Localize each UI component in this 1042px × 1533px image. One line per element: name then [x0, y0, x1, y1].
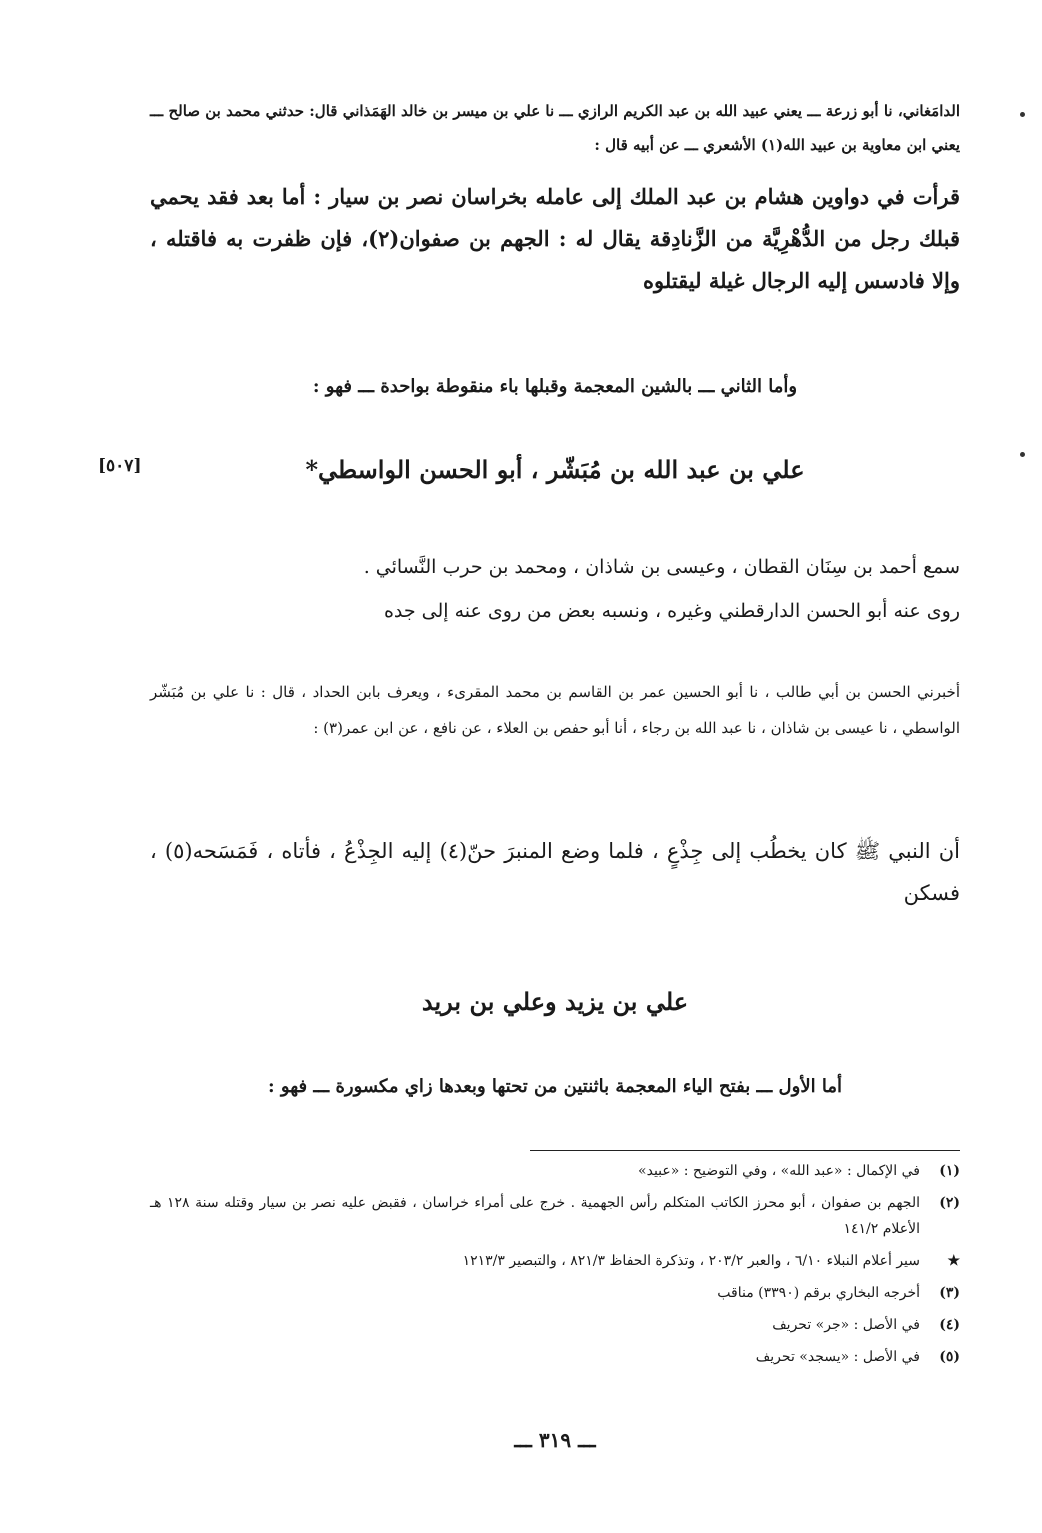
footnote-mark: (٢) [939, 1195, 960, 1211]
entry-heading [150, 450, 960, 490]
footnote-mark: ★ [947, 1253, 960, 1269]
footnote-text: سير أعلام النبلاء ٦/١٠ ، والعبر ٢٠٣/٢ ، وتذكرة الحفاظ ٨٢١/٣ ، والتبصير ١٢١٣/٣ [462, 1253, 920, 1269]
entry-title: علي بن عبد الله بن مُبَشّر ، أبو الحسن الواسطي* [305, 455, 805, 484]
footnotes-list [150, 1158, 960, 1376]
footnote-mark: (١) [939, 1163, 960, 1179]
margin-dot [1020, 452, 1025, 457]
footnote-mark: (٣) [939, 1285, 960, 1301]
footnote-text: في الأصل : «جر» تحريف [772, 1317, 920, 1333]
section-note-2: أما الأول ـــ بفتح الياء المعجمة باثنتين من تحتها وبعدها زاي مكسورة ـــ فهو : [267, 1076, 842, 1097]
intro-isnad-paragraph: الدامَغاني، نا أبو زرعة ـــ يعني عبيد الله بن عبد الكريم الرازي ـــ نا علي بن ميسر بن خالد الهَمَذاني قال: حدثني محمد بن صالح ـــ يعني ابن معاوية بن عبيد الله(١) الأشعري ـــ عن أبيه قال : [150, 102, 960, 154]
footnote-item [150, 1158, 960, 1184]
footnote-item [150, 1344, 960, 1370]
footnote-mark: (٤) [939, 1317, 960, 1333]
footnote-item [150, 1248, 960, 1274]
margin-dot [1020, 112, 1025, 117]
page-number: ـــ ٣١٩ ـــ [514, 1428, 596, 1452]
intro-quote-paragraph: قرأت في دواوين هشام بن عبد الملك إلى عامله بخراسان نصر بن سيار : أما بعد فقد يحمي قبلك رجل من الدُّهْرِيَّة من الزَّنادِقة يقال له : الجهم بن صفوان(٢)، فإن ظفرت به فاقتله ، وإلا فادسس إليه الرجال غيلة ليقتلوه [150, 184, 960, 293]
entry-number: [٥٠٧] [98, 456, 142, 476]
footnote-divider [530, 1150, 960, 1151]
document-page [98, 90, 960, 1490]
footnote-item [150, 1280, 960, 1306]
footnote-text: في الأصل : «يسجد» تحريف [755, 1349, 920, 1365]
footnote-item [150, 1190, 960, 1242]
bio-line-2: روى عنه أبو الحسن الدارقطني وغيره ، ونسبه بعض من روى عنه إلى جده [383, 600, 960, 622]
hadith-paragraph: أن النبي ﷺ كان يخطُب إلى جِذْعٍ ، فلما وضع المنبرَ حنّ(٤) إليه الجِذْعُ ، فأتاه ، فَمَسَحه(٥) ، فسكن [150, 839, 960, 905]
footnote-text: أخرجه البخاري برقم (٣٣٩٠) مناقب [717, 1285, 920, 1301]
footnote-text: الجهم بن صفوان ، أبو محرز الكاتب المتكلم رأس الجهمية . خرج على أمراء خراسان ، فقبض عليه نصر بن سيار وقتله سنة ١٢٨ هـ الأعلام ١٤١/٢ [150, 1195, 920, 1237]
footnote-mark: (٥) [939, 1349, 960, 1365]
footnote-item [150, 1312, 960, 1338]
section-title-2: علي بن يزيد وعلي بن بريد [421, 987, 689, 1016]
footnote-text: في الإكمال : «عبد الله» ، وفي التوضيح : «عبيد» [638, 1163, 920, 1179]
bio-line-1: سمع أحمد بن سِنَان القطان ، وعيسى بن شاذان ، ومحمد بن حرب النَّسائي . [363, 556, 960, 578]
isnad-paragraph: أخبرني الحسن بن أبي طالب ، نا أبو الحسين عمر بن القاسم بن محمد المقرىء ، ويعرف بابن الحداد ، قال : نا علي بن مُبَشّر الواسطي ، نا عيسى بن شاذان ، نا عبد الله بن رجاء ، أنا أبو حفص بن العلاء ، عن نافع ، عن ابن عمر(٣) : [150, 683, 960, 737]
section-note-1: وأما الثاني ـــ بالشين المعجمة وقبلها باء منقوطة بواحدة ـــ فهو : [312, 376, 798, 397]
